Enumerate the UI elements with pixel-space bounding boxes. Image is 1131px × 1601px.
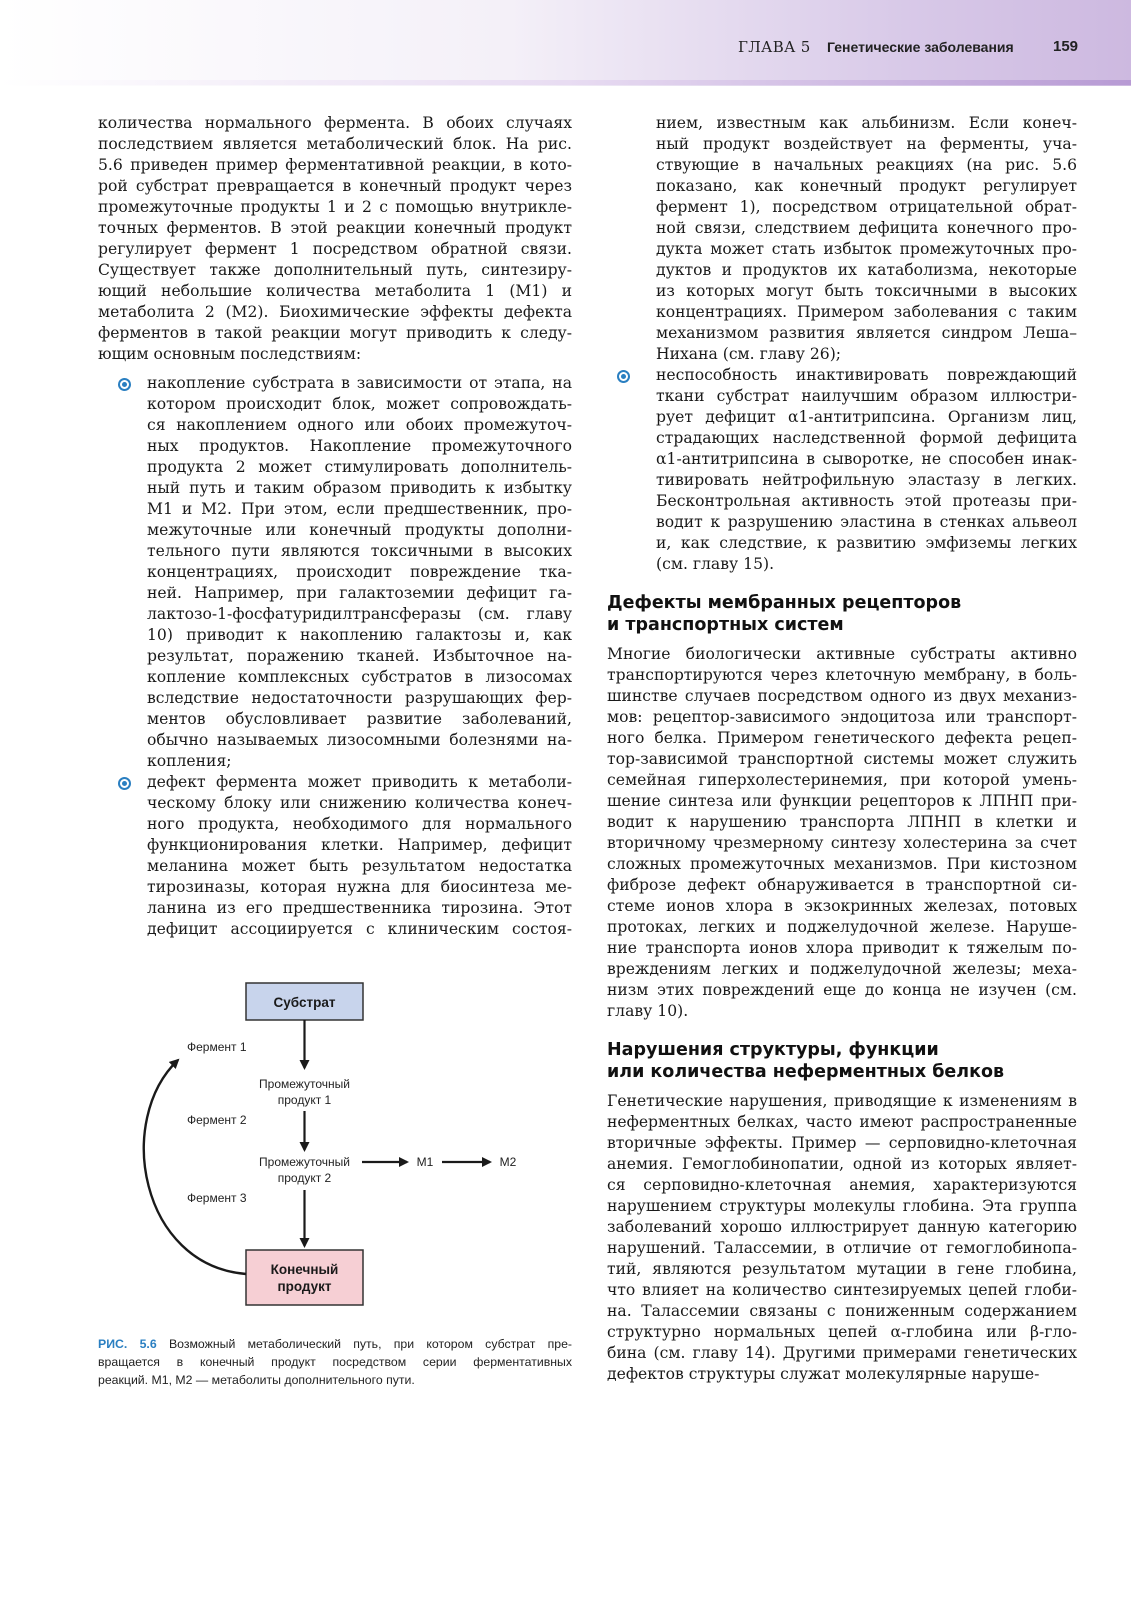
text-line: продукта 2 может стимулировать дополнитель- (147, 458, 572, 476)
text-line: концентрациях, происходит повреждение тка- (147, 563, 572, 581)
text-line: ческому блоку или снижению количества конеч- (147, 794, 572, 812)
right-column (607, 113, 1077, 1385)
text-line: вреждениям легких и поджелудочной железы; меха- (607, 960, 1077, 978)
text-line: бина (см. главу 14). Другими примерами генетических (607, 1344, 1077, 1362)
text-line: ного продукта, необходимого для нормального (147, 815, 572, 833)
substrate-label: Субстрат (273, 995, 336, 1010)
text-line: неферментных белках, часто имеют распространенные (607, 1113, 1077, 1131)
text-line: тий, являются результатом мутации в гене глобина, (607, 1260, 1077, 1278)
text-line: межуточные или конечный продукты дополни- (147, 521, 572, 539)
page-number: 159 (1053, 38, 1079, 55)
text-line: копления; (147, 752, 232, 770)
text-line: Бесконтрольная активность этой протеазы при- (656, 492, 1077, 510)
bullet-item-enzyme-defect (98, 772, 572, 940)
section-paragraph-membrane (607, 644, 1077, 1022)
text-line: лактозо-1-фосфатуридилтрансферазы (см. главу (147, 605, 572, 623)
text-line: (см. главу 15). (656, 555, 775, 573)
text-line: промежуточные продукты 1 и 2 с помощью внутрикле- (98, 198, 572, 216)
section-heading-nonenzyme-proteins (607, 1039, 1077, 1083)
text-line: нарушений. Талассемии, в отличие от гемоглобинопа- (607, 1239, 1077, 1257)
caption-line (98, 1335, 572, 1353)
bullet-icon (617, 370, 630, 383)
text-line: вторичные эффекты. Пример — серповидно-клеточная (607, 1134, 1077, 1152)
text-line: ланина из его предшественника тирозина. Этот (147, 899, 572, 917)
chapter-label: ГЛАВА 5 (738, 38, 811, 56)
text-line: ный путь и таким образом приводить к избытку (147, 479, 572, 497)
header-rule (0, 80, 1131, 85)
text-line: структурно нормальных цепей α-глобина или β-гло- (607, 1323, 1077, 1341)
enzyme2-label: Фермент 2 (187, 1113, 247, 1127)
text-line: 5.6 приведен пример ферментативной реакции, в кото- (98, 156, 572, 174)
page-header (0, 0, 1131, 86)
text-line: ющим основным последствиям: (98, 345, 362, 363)
text-line: транспортируются через клеточную мембрану, в боль- (607, 666, 1077, 684)
text-line: результат, поражению тканей. Избыточное на- (147, 647, 572, 665)
bullet-icon (118, 378, 131, 391)
text-line: ющий небольшие количества метаболита 1 (М1) и (98, 282, 572, 300)
intermediate2-label: Промежуточный (259, 1155, 350, 1169)
text-line: низм этих повреждений еще до конца не изучен (см. (607, 981, 1077, 999)
text-line: фермент 1), посредством отрицательной обрат- (656, 198, 1077, 216)
figure-caption (98, 1335, 572, 1389)
text-line: М1 и М2. При этом, если предшественник, про- (147, 500, 572, 518)
text-line: тельного пути являются токсичными в высоких (147, 542, 572, 560)
m2-label: М2 (499, 1155, 517, 1169)
text-line: Нихана (см. главу 26); (656, 345, 842, 363)
metabolic-pathway-diagram (130, 980, 570, 1320)
text-line: функционирования клетки. Например, дефицит (147, 836, 572, 854)
text-line: нием, известным как альбинизм. Если конеч- (656, 114, 1077, 132)
section-heading-membrane-receptors (607, 592, 1077, 636)
bullet-item-substrate-accumulation (98, 373, 572, 772)
intermediate2-label-2: продукт 2 (277, 1171, 332, 1185)
text-line: шинстве случаев посредством одного из двух механиз- (607, 687, 1077, 705)
bullet-icon (118, 777, 131, 790)
chapter-title: Генетические заболевания (827, 39, 1014, 55)
bullet-text (147, 772, 572, 940)
text-line: показано, как конечный продукт регулирует (656, 177, 1077, 195)
text-line: последствием является метаболический блок. На рис. (98, 135, 572, 153)
text-line: рует дефицит α1-антитрипсина. Организм лиц, (656, 408, 1077, 426)
heading-line: или количества неферментных белков (607, 1062, 1005, 1082)
heading-line: Нарушения структуры, функции (607, 1040, 939, 1060)
text-line: вследствие недостаточности разрушающих фер- (147, 689, 572, 707)
text-line: Многие биологически активные субстраты активно (607, 645, 1077, 663)
caption-label: РИС. 5.6 (98, 1337, 169, 1351)
text-line: ной связи, следствием дефицита конечного про- (656, 219, 1077, 237)
caption-text: Возможный метаболический путь, при котором субстрат пре- (168, 1337, 572, 1351)
text-line: ных продуктов. Накопление промежуточного (147, 437, 572, 455)
text-line: дефект фермента может приводить к метаболи- (147, 773, 572, 791)
text-line: неспособность инактивировать повреждающий (656, 366, 1077, 384)
text-line: ся серповидно-клеточная анемия, характеризуются (607, 1176, 1077, 1194)
text-line: тирозиназы, которая нужна для биосинтеза ме- (147, 878, 572, 896)
text-line: дукта может стать избыток промежуточных про- (656, 240, 1077, 258)
text-line: котором происходит блок, может сопровождать- (147, 395, 572, 413)
end-product-label-2: продукт (277, 1279, 332, 1294)
text-line: ферментов в такой реакции могут приводить к следу- (98, 324, 572, 342)
end-product-label: Конечный (270, 1262, 339, 1277)
text-line: ткани субстрат наилучшим образом иллюстри- (656, 387, 1077, 405)
caption-line: вращается в конечный продукт посредством серии ферментативных (98, 1355, 572, 1369)
text-line: на. Талассемии связаны с пониженным содержанием (607, 1302, 1077, 1320)
bullet-text (147, 373, 572, 772)
text-line: фиброзе дефект обнаруживается в транспортной си- (607, 876, 1077, 894)
text-line: рой субстрат превращается в конечный продукт через (98, 177, 572, 195)
text-line: семейная гиперхолестеринемия, при которой умень- (607, 771, 1077, 789)
text-line: обычно называемых лизосомными болезнями на- (147, 731, 572, 749)
text-line: накопление субстрата в зависимости от этапа, на (147, 374, 572, 392)
text-line: протоках, легких и поджелудочной железе. Наруше- (607, 918, 1077, 936)
enzyme3-label: Фермент 3 (187, 1191, 247, 1205)
intermediate1-label: Промежуточный (259, 1077, 350, 1091)
bullet-item-substrate-inactivation (607, 365, 1077, 575)
heading-line: Дефекты мембранных рецепторов (607, 593, 962, 613)
text-line: α1-антитрипсина в сыворотке, не способен инак- (656, 450, 1077, 468)
left-column (98, 113, 572, 940)
text-line: тор-зависимой транспортной системы может служить (607, 750, 1077, 768)
text-line: водит к нарушению транспорта ЛПНП в клетки и (607, 813, 1077, 831)
text-line: заболеваний хорошо иллюстрирует данную категорию (607, 1218, 1077, 1236)
text-line: ного белка. Примером генетического дефекта рецеп- (607, 729, 1077, 747)
intro-paragraph (98, 113, 572, 365)
text-line: копление комплексных субстратов в лизосомах (147, 668, 572, 686)
m1-label: М1 (416, 1155, 434, 1169)
text-line: главу 10). (607, 1002, 689, 1020)
text-line: регулирует фермент 1 посредством обратной связи. (98, 240, 572, 258)
text-line: концентрациях. Примером заболевания с таким (656, 303, 1077, 321)
text-line: мов: рецептор-зависимого эндоцитоза или транспорт- (607, 708, 1077, 726)
text-line: дефицит ассоциируется с клиническим состоя- (147, 920, 572, 938)
text-line: дуктов и продуктов их катаболизма, некоторые (656, 261, 1077, 279)
text-line: метаболита 2 (М2). Биохимические эффекты дефекта (98, 303, 572, 321)
heading-line: и транспортных систем (607, 615, 844, 635)
text-line: ный продукт воздействует на ферменты, уча- (656, 135, 1077, 153)
caption-line: реакций. М1, М2 — метаболиты дополнительного пути. (98, 1373, 415, 1387)
text-line: и, как следствие, к развитию эмфиземы легких (656, 534, 1077, 552)
text-line: ментов обусловливает развитие заболеваний, (147, 710, 572, 728)
text-line: из которых могут быть токсичными в высоких (656, 282, 1077, 300)
text-line: стеме ионов хлора в экзокринных железах, потовых (607, 897, 1077, 915)
bullet-text (656, 365, 1077, 575)
text-line: тивировать нейтрофильную эластазу в легких. (656, 471, 1077, 489)
feedback-arrow (144, 1060, 246, 1274)
text-line: дефектов структуры служат молекулярные наруше- (607, 1365, 1040, 1383)
intermediate1-label-2: продукт 1 (277, 1093, 332, 1107)
text-line: ние транспорта ионов хлора приводит к тяжелым по- (607, 939, 1077, 957)
bullet-continuation (607, 113, 1077, 365)
text-line: ся накоплением одного или обоих промежуточ- (147, 416, 572, 434)
text-line: анемия. Гемоглобинопатии, одной из которых являет- (607, 1155, 1077, 1173)
enzyme1-label: Фермент 1 (187, 1040, 247, 1054)
text-line: ствующие в начальных реакциях (на рис. 5.6 (656, 156, 1077, 174)
text-line: вторичному чрезмерному синтезу холестерина за счет (607, 834, 1077, 852)
section-paragraph-nonenzyme (607, 1091, 1077, 1385)
text-line: механизмом развития является синдром Леша– (656, 324, 1077, 342)
text-line: точных ферментов. В этой реакции конечный продукт (98, 219, 572, 237)
text-line: 10) приводит к накоплению галактозы и, как (147, 626, 572, 644)
text-line: страдающих наследственной формой дефицита (656, 429, 1077, 447)
end-product-box (246, 1250, 363, 1305)
text-line: нарушением структуры молекулы глобина. Эта группа (607, 1197, 1077, 1215)
text-line: ней. Например, при галактоземии дефицит га- (147, 584, 572, 602)
text-line: сложных промежуточных механизмов. При кистозном (607, 855, 1077, 873)
text-line: Генетические нарушения, приводящие к изменениям в (607, 1092, 1077, 1110)
text-line: Существует также дополнительный путь, синтезиру- (98, 261, 572, 279)
text-line: шение синтеза или функции рецепторов к ЛПНП при- (607, 792, 1077, 810)
text-line: количества нормального фермента. В обоих случаях (98, 114, 572, 132)
text-line: что влияет на количество синтезируемых цепей глоби- (607, 1281, 1077, 1299)
text-line: водит к разрушению эластина в стенках альвеол (656, 513, 1077, 531)
text-line: меланина может быть результатом недостатка (147, 857, 572, 875)
